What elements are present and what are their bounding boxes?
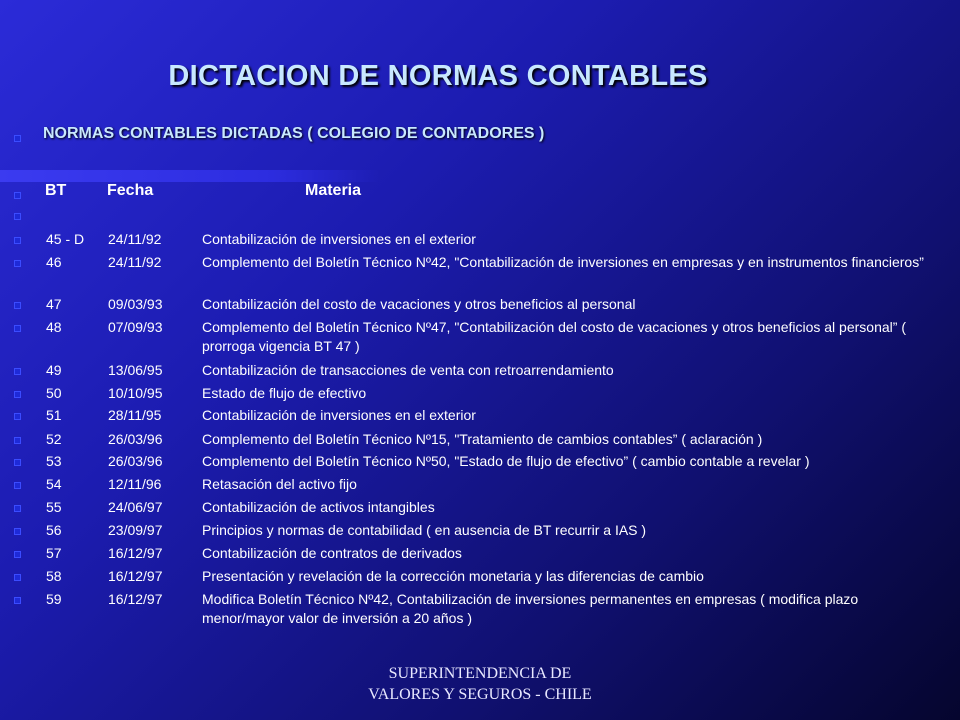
subject-cell: Complemento del Boletín Técnico Nº50, "Estado de flujo de efectivo” ( cambio contable a revelar ): [202, 453, 810, 469]
header-fecha: Fecha: [107, 182, 154, 199]
list-bullet-icon: [14, 505, 21, 512]
list-bullet-icon: [14, 302, 21, 309]
header-bullet-icon: [14, 192, 21, 199]
subject-cell: Modifica Boletín Técnico Nº42, Contabilización de inversiones permanentes en empresas ( modifica plazo menor/mayor valor de inversión a 20 años ): [202, 591, 859, 626]
footer-line-2: VALORES Y SEGUROS - CHILE: [368, 686, 592, 703]
bt-cell: 48: [46, 319, 62, 335]
subject-cell: Contabilización de inversiones en el exterior: [202, 231, 476, 247]
bt-cell: 45 - D: [46, 231, 85, 247]
bt-cell: 56: [46, 522, 62, 538]
subtitle-bullet-icon: [14, 135, 21, 142]
header-materia: Materia: [305, 182, 362, 199]
subject-cell: Complemento del Boletín Técnico Nº15, "Tratamiento de cambios contables” ( aclaración ): [202, 431, 763, 447]
bt-cell: 47: [46, 296, 62, 312]
subject-cell: Contabilización de contratos de derivados: [202, 545, 462, 561]
list-bullet-icon: [14, 368, 21, 375]
date-cell: 26/03/96: [108, 431, 163, 447]
date-cell: 23/09/97: [108, 522, 163, 538]
date-cell: 10/10/95: [108, 385, 163, 401]
empty-bullet-icon: [14, 213, 21, 220]
list-bullet-icon: [14, 413, 21, 420]
bt-cell: 51: [46, 407, 62, 423]
slide-title: DICTACION DE NORMAS CONTABLES: [168, 60, 708, 92]
bt-cell: 57: [46, 545, 62, 561]
date-cell: 12/11/96: [108, 476, 162, 492]
header-bt: BT: [45, 182, 67, 199]
date-cell: 24/11/92: [108, 231, 162, 247]
list-bullet-icon: [14, 597, 21, 604]
bt-cell: 55: [46, 499, 62, 515]
bt-cell: 50: [46, 385, 62, 401]
subject-cell: Contabilización de activos intangibles: [202, 499, 435, 515]
bt-cell: 54: [46, 476, 62, 492]
subject-cell: Contabilización de inversiones en el exterior: [202, 407, 476, 423]
bt-cell: 59: [46, 591, 62, 607]
date-cell: 16/12/97: [108, 545, 163, 561]
footer-line-1: SUPERINTENDENCIA DE: [388, 665, 572, 682]
subject-cell: Retasación del activo fijo: [202, 476, 357, 492]
list-bullet-icon: [14, 459, 21, 466]
list-bullet-icon: [14, 551, 21, 558]
date-cell: 09/03/93: [108, 296, 163, 312]
list-bullet-icon: [14, 528, 21, 535]
bt-cell: 53: [46, 453, 62, 469]
list-bullet-icon: [14, 574, 21, 581]
date-cell: 26/03/96: [108, 453, 163, 469]
bt-cell: 52: [46, 431, 62, 447]
list-bullet-icon: [14, 482, 21, 489]
subject-cell: Principios y normas de contabilidad ( en ausencia de BT recurrir a IAS ): [202, 522, 647, 538]
date-cell: 07/09/93: [108, 319, 163, 335]
date-cell: 24/11/92: [108, 254, 162, 270]
list-bullet-icon: [14, 237, 21, 244]
bt-cell: 49: [46, 362, 62, 378]
date-cell: 16/12/97: [108, 591, 163, 607]
date-cell: 13/06/95: [108, 362, 163, 378]
date-cell: 16/12/97: [108, 568, 163, 584]
subject-cell: Complemento del Boletín Técnico Nº42, "Contabilización de inversiones en empresas y en instrumentos financieros”: [202, 254, 924, 270]
bt-cell: 58: [46, 568, 62, 584]
bt-cell: 46: [46, 254, 62, 270]
subject-cell: Presentación y revelación de la corrección monetaria y las diferencias de cambio: [202, 568, 704, 584]
divider-band: [0, 170, 380, 182]
subject-cell: Contabilización del costo de vacaciones y otros beneficios al personal: [202, 296, 636, 312]
date-cell: 24/06/97: [108, 499, 163, 515]
list-bullet-icon: [14, 260, 21, 267]
list-bullet-icon: [14, 391, 21, 398]
list-bullet-icon: [14, 325, 21, 332]
slide-subtitle: NORMAS CONTABLES DICTADAS ( COLEGIO DE CONTADORES ): [43, 125, 545, 142]
subject-cell: Complemento del Boletín Técnico Nº47, "Contabilización del costo de vacaciones y otros beneficios al personal” ( prorroga vigencia BT 47 ): [202, 319, 906, 354]
list-bullet-icon: [14, 437, 21, 444]
subject-cell: Estado de flujo de efectivo: [202, 385, 367, 401]
date-cell: 28/11/95: [108, 407, 162, 423]
subject-cell: Contabilización de transacciones de venta con retroarrendamiento: [202, 362, 614, 378]
